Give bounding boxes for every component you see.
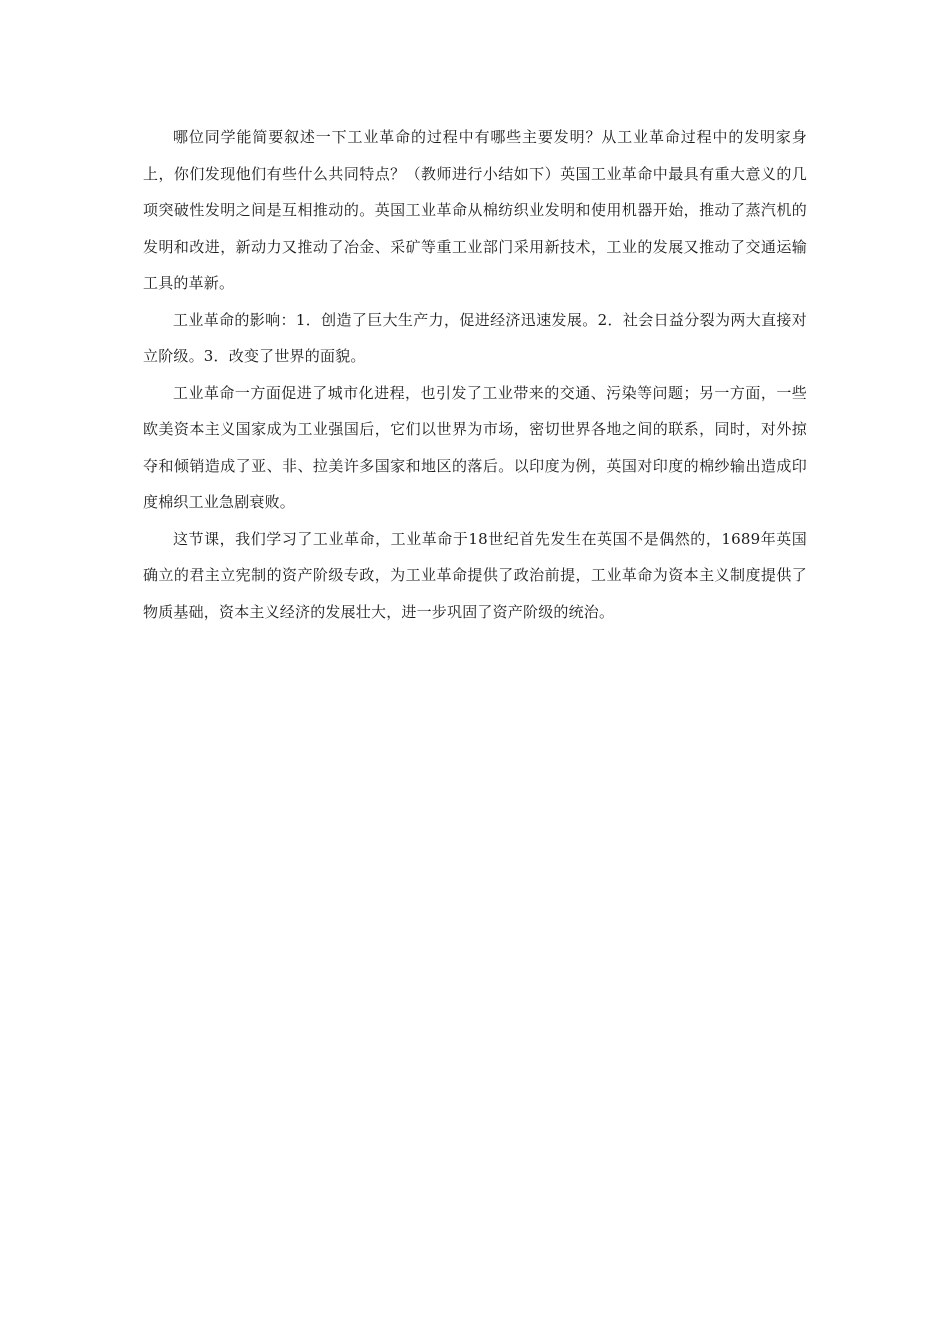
- paragraph-inventions: 哪位同学能简要叙述一下工业革命的过程中有哪些主要发明？从工业革命过程中的发明家身上，你们发现他们有些什么共同特点？（教师进行小结如下）英国工业革命中最具有重大意义的几项突破性发明之间是互相推动的。英国工业革命从棉纺织业发明和使用机器开始，推动了蒸汽机的发明和改进，新动力又推动了冶金、采矿等重工业部门采用新技术，工业的发展又推动了交通运输工具的革新。: [143, 128, 807, 292]
- paragraph-summary: 这节课，我们学习了工业革命，工业革命于18世纪首先发生在英国不是偶然的，1689年英国确立的君主立宪制的资产阶级专政，为工业革命提供了政治前提，工业革命为资本主义制度提供了物质基础，资本主义经济的发展壮大，进一步巩固了资产阶级的统治。: [143, 529, 807, 621]
- paragraph-impact: 工业革命的影响：1．创造了巨大生产力，促进经济迅速发展。2．社会日益分裂为两大直接对立阶级。3．改变了世界的面貌。: [143, 310, 807, 365]
- paragraph-urbanization: 工业革命一方面促进了城市化进程，也引发了工业带来的交通、污染等问题；另一方面，一些欧美资本主义国家成为工业强国后，它们以世界为市场，密切世界各地之间的联系，同时，对外掠夺和倾销造成了亚、非、拉美许多国家和地区的落后。以印度为例，英国对印度的棉纱输出造成印度棉织工业急剧衰败。: [143, 383, 807, 511]
- document-body: [143, 119, 807, 630]
